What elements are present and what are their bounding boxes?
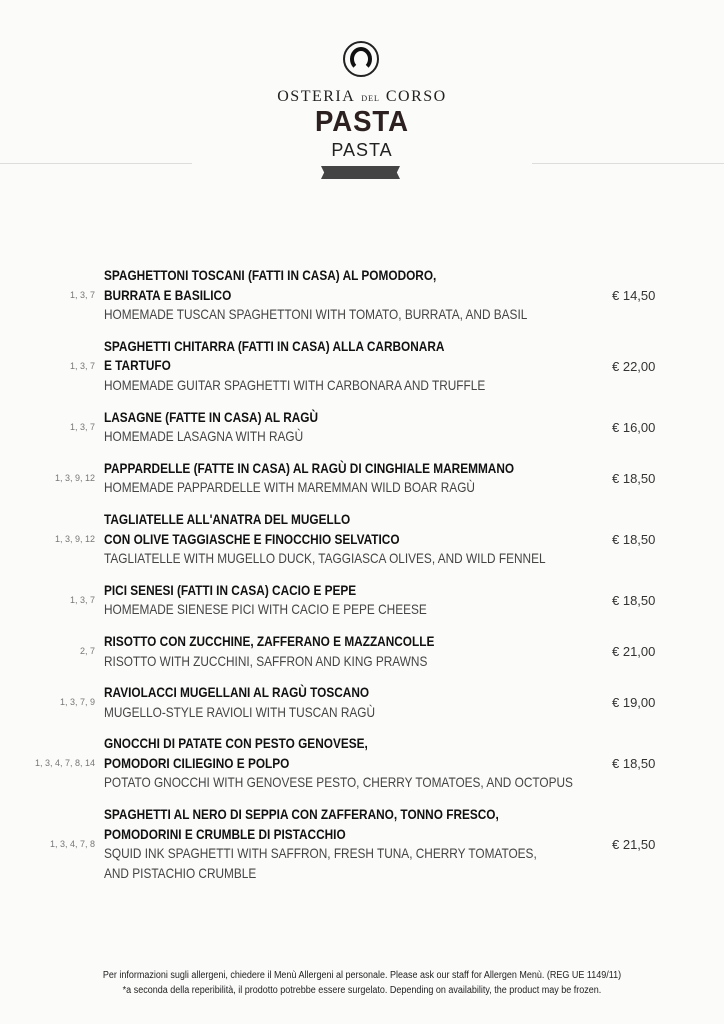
item-name: RAVIOLACCI MUGELLANI AL RAGÙ TOSCANO xyxy=(104,684,370,701)
item-name: SPAGHETTI CHITARRA (FATTI IN CASA) ALLA CARBONARA xyxy=(104,337,445,354)
item-description: SQUID INK SPAGHETTI WITH SAFFRON, FRESH TUNA, CHERRY TOMATOES, xyxy=(104,845,537,862)
page-title: PASTA xyxy=(314,106,410,138)
footer xyxy=(0,968,724,998)
menu-item xyxy=(0,683,724,722)
item-price: € 21,50 xyxy=(612,836,656,852)
item-name: SPAGHETTONI TOSCANI (FATTI IN CASA) AL POMODORO, xyxy=(104,267,437,283)
allergen-codes: 1, 3, 7 xyxy=(69,421,95,432)
brand-right: CORSO xyxy=(385,88,447,105)
menu-item xyxy=(0,337,724,396)
item-description: POTATO GNOCCHI WITH GENOVESE PESTO, CHERRY TOMATOES, AND OCTOPUS xyxy=(104,774,573,791)
menu-item xyxy=(0,632,724,671)
allergen-codes: 1, 3, 7, 9 xyxy=(59,697,95,708)
brand-mid: DEL xyxy=(361,94,380,103)
item-price: € 19,00 xyxy=(612,695,656,711)
item-price: € 18,50 xyxy=(612,531,656,547)
brand-left: OSTERIA xyxy=(277,88,356,105)
divider-right xyxy=(532,163,724,164)
item-price: € 18,50 xyxy=(612,592,656,608)
item-description: HOMEMADE PAPPARDELLE WITH MAREMMAN WILD BOAR RAGÙ xyxy=(104,479,475,496)
item-name: POMODORI CILIEGINO E POLPO xyxy=(104,754,290,771)
footer-allergen-note: Per informazioni sugli allergeni, chiedere il Menù Allergeni al personale. Please ask our staff for Allergen Menù. (REG UE 1149/11) xyxy=(102,970,622,981)
item-price: € 21,00 xyxy=(612,644,656,659)
menu-item xyxy=(0,266,724,325)
item-name: RISOTTO CON ZUCCHINE, ZAFFERANO E MAZZANCOLLE xyxy=(104,632,435,649)
item-price: € 22,00 xyxy=(612,358,656,374)
allergen-codes: 1, 3, 7 xyxy=(69,594,95,605)
item-name: POMODORINI E CRUMBLE DI PISTACCHIO xyxy=(104,825,346,842)
item-name: LASAGNE (FATTE IN CASA) AL RAGÙ xyxy=(104,408,319,425)
brand-name xyxy=(0,88,724,106)
item-name: E TARTUFO xyxy=(104,357,171,374)
page-subtitle: PASTA xyxy=(331,140,393,160)
allergen-codes: 1, 3, 4, 7, 8, 14 xyxy=(34,758,95,769)
item-price: € 14,50 xyxy=(612,287,656,303)
item-description: AND PISTACHIO CRUMBLE xyxy=(104,864,257,881)
allergen-codes: 1, 3, 9, 12 xyxy=(54,472,95,483)
menu-item xyxy=(0,734,724,793)
item-name: PICI SENESI (FATTI IN CASA) CACIO E PEPE xyxy=(104,581,357,598)
footer-frozen-note: *a seconda della reperibilità, il prodotto potrebbe essere surgelato. Depending on availability, the product may be frozen. xyxy=(122,985,602,996)
menu-item xyxy=(0,805,724,883)
menu-list xyxy=(0,266,724,895)
allergen-codes: 2, 7 xyxy=(79,646,95,656)
item-description: HOMEMADE TUSCAN SPAGHETTONI WITH TOMATO, BURRATA, AND BASIL xyxy=(104,306,528,323)
item-description: HOMEMADE LASAGNA WITH RAGÙ xyxy=(104,428,304,445)
item-name: GNOCCHI DI PATATE CON PESTO GENOVESE, xyxy=(104,735,368,752)
item-price: € 18,50 xyxy=(612,470,656,486)
menu-item xyxy=(0,581,724,620)
item-description: RISOTTO WITH ZUCCHINI, SAFFRON AND KING PRAWNS xyxy=(104,652,428,669)
item-name: CON OLIVE TAGGIASCHE E FINOCCHIO SELVATICO xyxy=(104,530,400,547)
menu-item xyxy=(0,459,724,498)
menu-item xyxy=(0,510,724,569)
item-description: HOMEMADE SIENESE PICI WITH CACIO E PEPE CHEESE xyxy=(104,601,427,618)
logo-icon xyxy=(343,41,379,77)
item-description: TAGLIATELLE WITH MUGELLO DUCK, TAGGIASCA OLIVES, AND WILD FENNEL xyxy=(104,550,546,567)
allergen-codes: 1, 3, 4, 7, 8 xyxy=(49,838,95,849)
item-price: € 18,50 xyxy=(612,756,656,772)
item-price: € 16,00 xyxy=(612,419,656,435)
item-name: PAPPARDELLE (FATTE IN CASA) AL RAGÙ DI CINGHIALE MAREMMANO xyxy=(104,459,515,476)
allergen-codes: 1, 3, 7 xyxy=(69,289,95,300)
item-name: BURRATA E BASILICO xyxy=(104,286,232,303)
item-name: TAGLIATELLE ALL'ANATRA DEL MUGELLO xyxy=(104,510,351,527)
allergen-codes: 1, 3, 9, 12 xyxy=(54,533,95,544)
item-description: MUGELLO-STYLE RAVIOLI WITH TUSCAN RAGÙ xyxy=(104,703,376,720)
menu-item xyxy=(0,408,724,447)
allergen-codes: 1, 3, 7 xyxy=(69,360,95,371)
item-name: SPAGHETTI AL NERO DI SEPPIA CON ZAFFERANO, TONNO FRESCO, xyxy=(104,806,499,823)
divider-left xyxy=(0,163,192,164)
item-description: HOMEMADE GUITAR SPAGHETTI WITH CARBONARA AND TRUFFLE xyxy=(104,376,486,393)
ribbon-decoration xyxy=(321,166,400,179)
